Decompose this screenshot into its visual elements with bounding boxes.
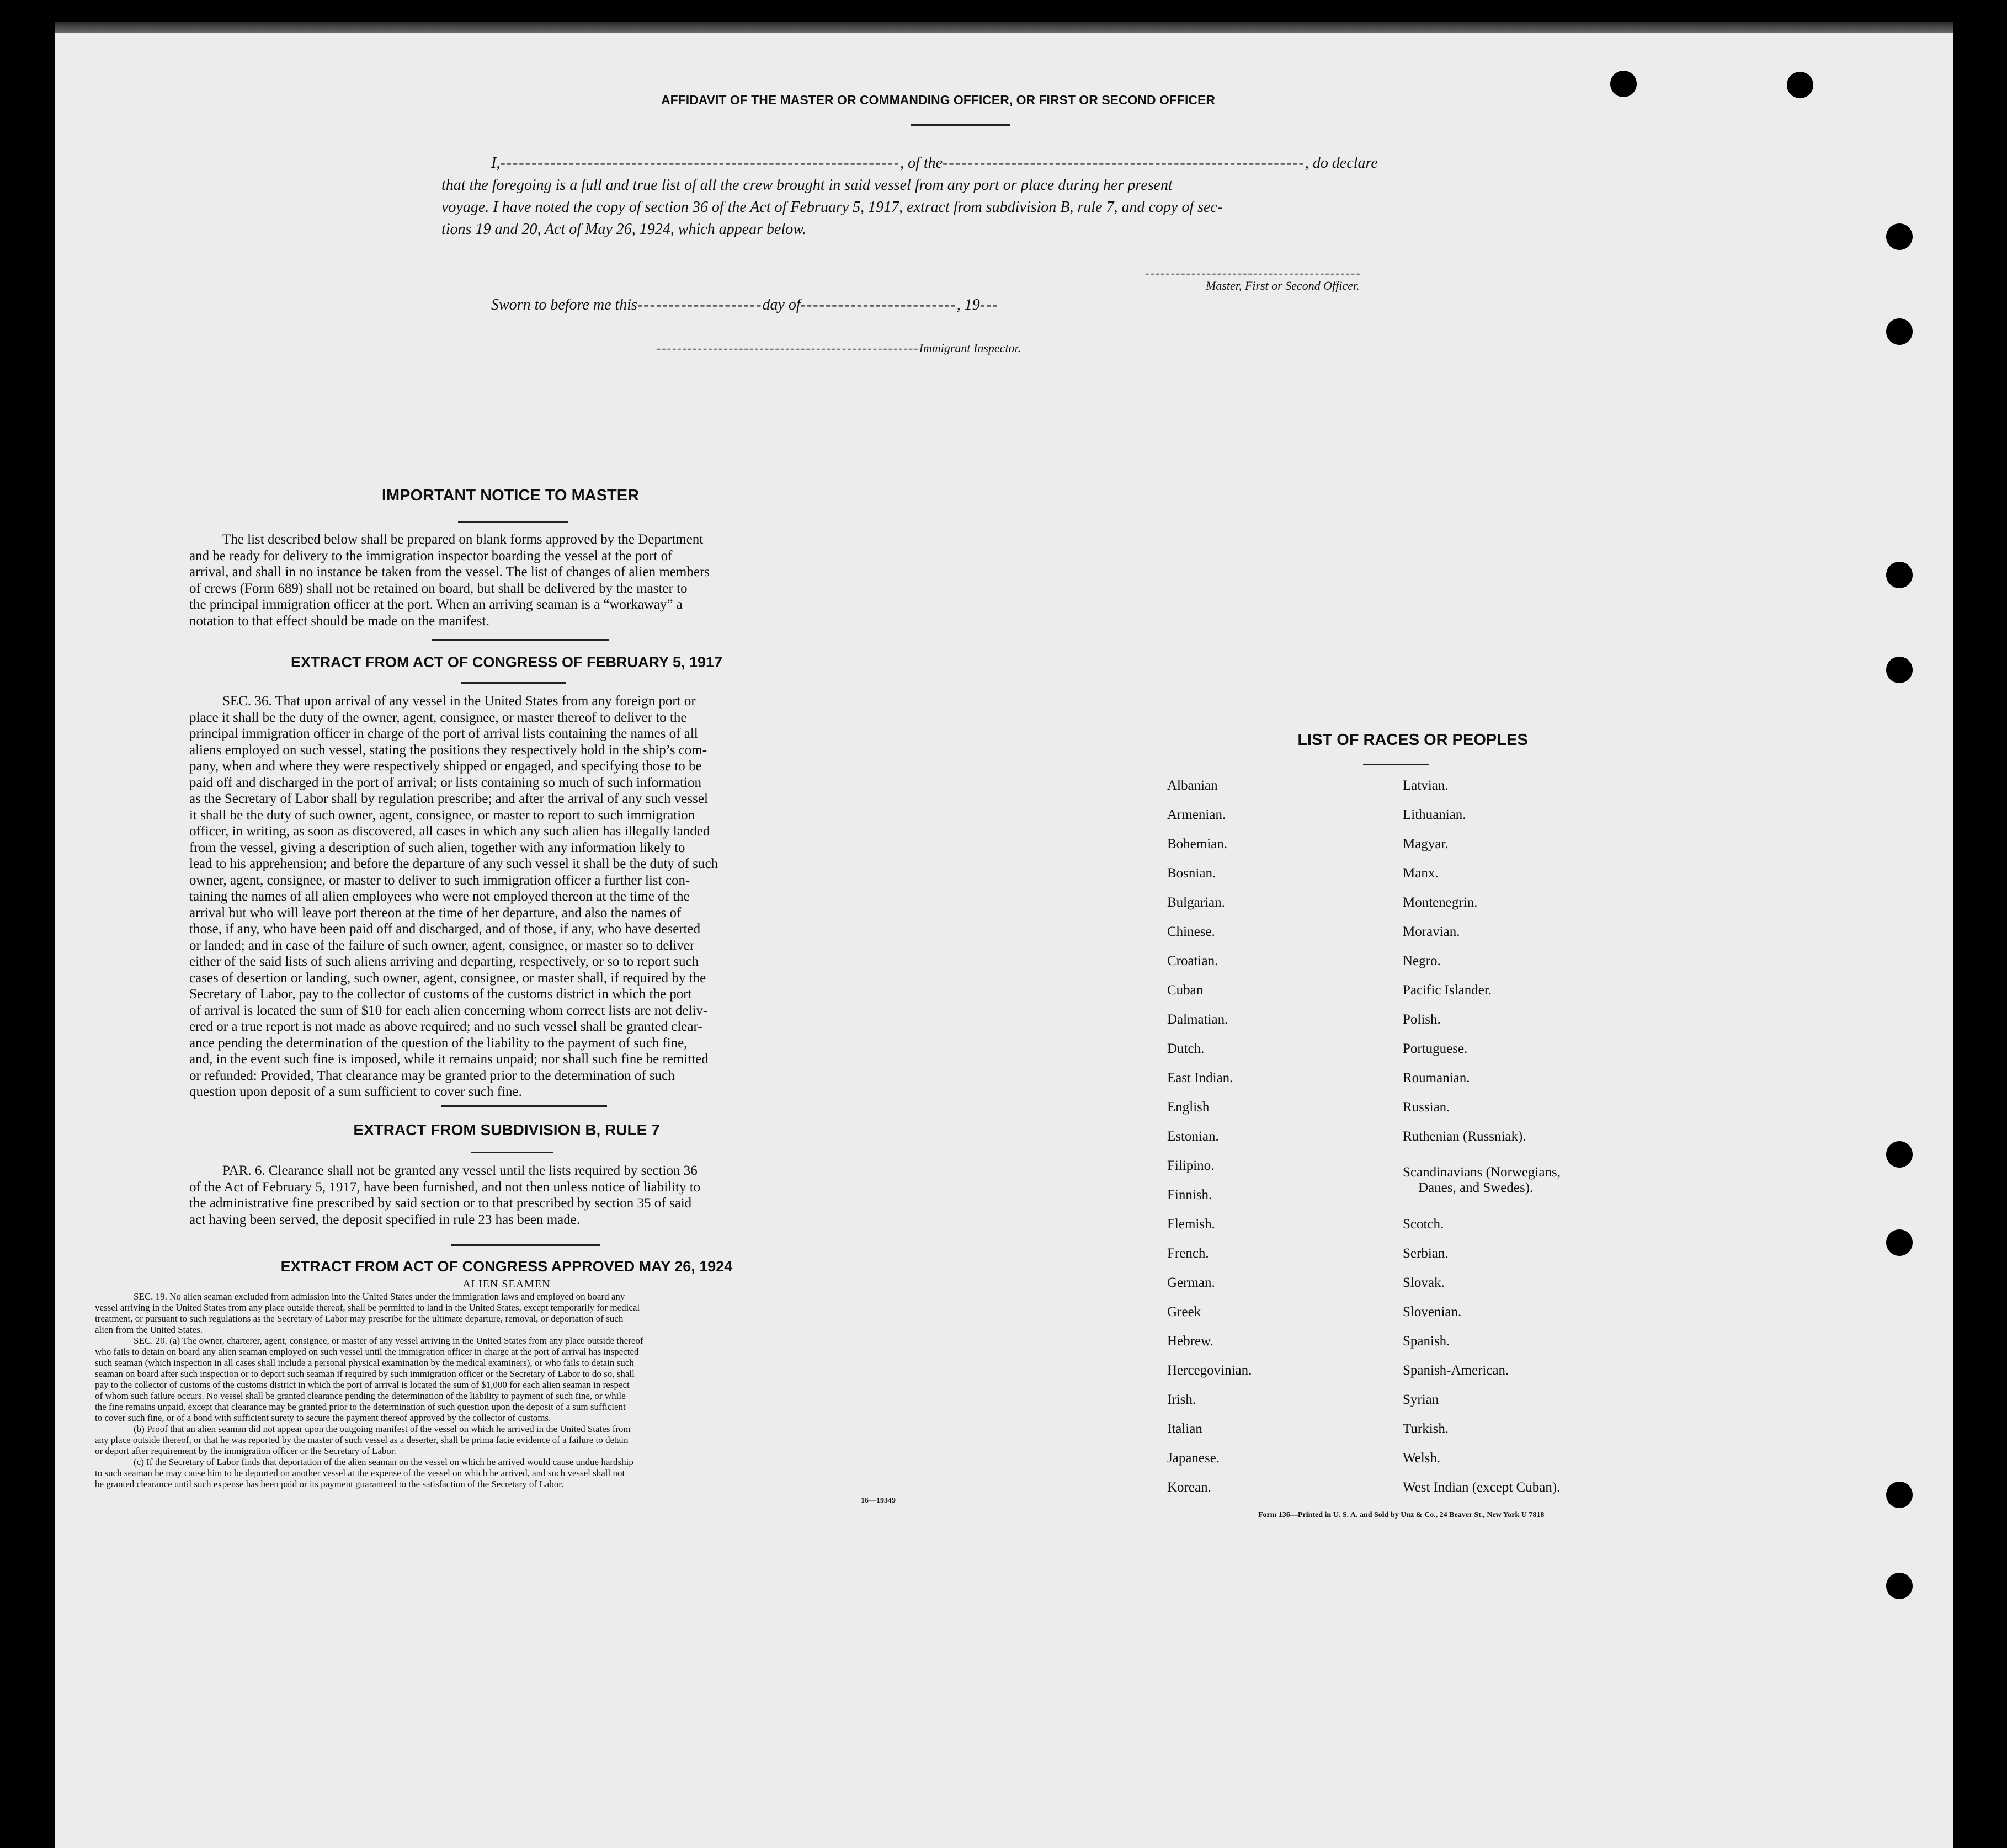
races-rule (1363, 764, 1429, 765)
race-left: Hebrew. (1167, 1334, 1213, 1349)
race-left: English (1167, 1100, 1210, 1115)
extract1917-line: place it shall be the duty of the owner, agent, consignee, or master thereof to deliver to the (189, 710, 687, 725)
extract1924-line: or deport after requirement by the immigration officer or the Secretary of Labor. (95, 1446, 396, 1456)
race-left: Armenian. (1167, 807, 1226, 822)
race-right: Ruthenian (Russniak). (1403, 1129, 1526, 1144)
master-signature-label: Master, First or Second Officer. (1206, 279, 1360, 292)
races-title: LIST OF RACES OR PEOPLES (1297, 731, 1528, 749)
race-right: Montenegrin. (1403, 895, 1478, 910)
punch-hole (1886, 223, 1913, 250)
extract1917-line: taining the names of all alien employees who were not employed thereon at the time of the (189, 889, 690, 904)
race-right: Russian. (1403, 1100, 1450, 1115)
section-divider (451, 1244, 600, 1246)
extract1917-line: SEC. 36. That upon arrival of any vessel in the United States from any foreign port or (222, 694, 696, 709)
rule7-line: of the Act of February 5, 1917, have been furnished, and not then unless notice of liability to (189, 1179, 701, 1195)
race-left: Japanese. (1167, 1451, 1220, 1466)
extract1917-line: either of the said lists of such aliens arriving and departing, respectively, or so to report such (189, 954, 699, 969)
race-right: Roumanian. (1403, 1071, 1470, 1085)
race-left: Bohemian. (1167, 837, 1228, 851)
notice-line: of crews (Form 689) shall not be retained on board, but shall be delivered by the master to (189, 581, 688, 596)
race-left: Albanian (1167, 778, 1218, 793)
extract1917-line: question upon deposit of a sum sufficient to cover such fine. (189, 1084, 522, 1099)
race-left: German. (1167, 1275, 1215, 1290)
notice-body (189, 531, 824, 629)
extract1917-line: aliens employed on such vessel, stating the positions they respectively hold in the ship’s com- (189, 742, 707, 758)
extract1917-line: officer, in writing, as soon as discovered, all cases in which any such alien has illegally landed (189, 824, 710, 839)
punch-hole (1886, 1141, 1913, 1168)
extract1917-line: principal immigration officer in charge of the port of arrival lists containing the names of all (189, 726, 698, 741)
blank-name[interactable]: ---------------------------------------------------------------- (500, 155, 901, 172)
sworn-label: Sworn to before me this (491, 296, 637, 313)
rule7-line: act having been served, the deposit specified in rule 23 has been made. (189, 1212, 581, 1227)
race-left: Italian (1167, 1421, 1202, 1436)
extract1917-line: Secretary of Labor, pay to the collector of customs of the customs district in which the port (189, 987, 692, 1002)
master-signature-line[interactable]: ------------------------------------------ (1145, 266, 1361, 280)
extract1924-line: SEC. 19. No alien seaman excluded from admission into the United States under the immigration laws and employed on board any (134, 1291, 625, 1302)
extract1917-line: and, in the event such fine is imposed, while it remains unpaid; nor shall such fine be remitted (189, 1052, 709, 1067)
extract1924-line: (b) Proof that an alien seaman did not appear upon the outgoing manifest of the vessel on which he arrived in the United States from (134, 1424, 631, 1434)
notice-line: the principal immigration officer at the port. When an arriving seaman is a “workaway” a (189, 597, 683, 612)
race-left: Dalmatian. (1167, 1012, 1228, 1027)
extract1917-line: or landed; and in case of the failure of such owner, agent, consignee, or master so to deliver (189, 938, 695, 953)
affidavit-line3: voyage. I have noted the copy of section 36 of the Act of February 5, 1917, extract from subdivision B, rule 7, and copy of sec- (441, 199, 1223, 216)
race-right: Syrian (1403, 1392, 1439, 1407)
race-right: Slovenian. (1403, 1304, 1462, 1319)
race-right: Portuguese. (1403, 1041, 1468, 1056)
blank-inspector[interactable]: --------------------------------------------------- (657, 341, 919, 355)
notice-rule (458, 521, 568, 523)
race-right: Latvian. (1403, 778, 1449, 793)
blank-month[interactable]: ------------------------- (800, 296, 957, 313)
extract1917-line: ance pending the determination of the question of the liability to the payment of such fine, (189, 1035, 688, 1051)
affidavit-line2: that the foregoing is a full and true list of all the crew brought in said vessel from any port or place during her present (441, 177, 1173, 194)
rule7-title: EXTRACT FROM SUBDIVISION B, RULE 7 (353, 1121, 660, 1138)
race-left: Dutch. (1167, 1041, 1205, 1056)
sworn-line (491, 296, 999, 314)
race-right: Turkish. (1403, 1421, 1449, 1436)
race-left: Croatian. (1167, 954, 1218, 968)
extract1917-line: ered or a true report is not made as above required; and no such vessel shall be granted clear- (189, 1019, 702, 1034)
affidavit-declare: , do declare (1305, 155, 1378, 172)
extract1917-line: arrival but who will leave port thereon at the time of her departure, and also the names of (189, 905, 682, 920)
notice-line: The list described below shall be prepared on blank forms approved by the Department (222, 532, 704, 547)
rule7-rule (471, 1152, 553, 1153)
extract1917-body (189, 693, 824, 1100)
title-rule (911, 124, 1010, 126)
extract1917-line: cases of desertion or landing, such owner, agent, consignee, or master shall, if required by the (189, 970, 706, 986)
section-divider (432, 639, 609, 641)
punch-hole (1886, 1229, 1913, 1256)
extract1917-line: paid off and discharged in the port of arrival; or lists containing so much of such information (189, 775, 702, 790)
race-right: Pacific Islander. (1403, 983, 1492, 998)
extract1917-line: as the Secretary of Labor shall by regulation prescribe; and after the arrival of any such vessel (189, 791, 708, 806)
rule7-body (189, 1163, 824, 1228)
race-right: Scotch. (1403, 1217, 1444, 1232)
race-right: West Indian (except Cuban). (1403, 1480, 1561, 1495)
extract1917-line: lead to his apprehension; and before the departure of any such vessel it shall be the duty of such (189, 856, 718, 871)
race-left: East Indian. (1167, 1071, 1233, 1085)
rule7-line: PAR. 6. Clearance shall not be granted any vessel until the lists required by section 36 (222, 1163, 698, 1178)
affidavit-title: AFFIDAVIT OF THE MASTER OR COMMANDING OFFICER, OR FIRST OR SECOND OFFICER (661, 93, 1215, 107)
extract1924-line: (c) If the Secretary of Labor finds that deportation of the alien seaman on the vessel on which he arrived would cause undue hardship (134, 1457, 633, 1467)
extract1924-title: EXTRACT FROM ACT OF CONGRESS APPROVED MAY 26, 1924 (280, 1258, 733, 1275)
race-left: Korean. (1167, 1480, 1211, 1495)
blank-year[interactable]: --- (979, 296, 999, 313)
extract1917-line: owner, agent, consignee, or master to deliver to such immigration officer a further list con- (189, 872, 690, 888)
race-left: Finnish. (1167, 1187, 1212, 1202)
inspector-label: Immigrant Inspector. (919, 341, 1021, 355)
affidavit-line1 (491, 155, 1378, 172)
punch-hole (1886, 1573, 1913, 1599)
race-right: Lithuanian. (1403, 807, 1466, 822)
extract1924-line: who fails to detain on board any alien seaman employed on such vessel until the immigration officer in charge at the port of arrival has inspected (95, 1346, 639, 1357)
race-left: French. (1167, 1246, 1209, 1261)
race-right: Spanish-American. (1403, 1363, 1509, 1378)
race-right: Moravian. (1403, 924, 1460, 939)
race-right: Welsh. (1403, 1451, 1441, 1466)
extract1924-line: alien from the United States. (95, 1324, 203, 1335)
extract1924-line: SEC. 20. (a) The owner, charterer, agent, consignee, or master of any vessel arriving in the United States from any place outside thereof (134, 1335, 643, 1346)
affidavit-line4: tions 19 and 20, Act of May 26, 1924, which appear below. (441, 221, 806, 238)
extract1917-line: from the vessel, giving a description of such alien, together with any information likely to (189, 840, 685, 855)
extract1917-line: or refunded: Provided, That clearance may be granted prior to the determination of such (189, 1068, 675, 1083)
affidavit-i: I, (491, 155, 501, 172)
punch-hole (1787, 72, 1813, 98)
race-right: Spanish. (1403, 1334, 1450, 1349)
punch-hole (1886, 657, 1913, 683)
extract1924-line: any place outside thereof, or that he was reported by the master of such vessel as a deserter, shall be prima facie evidence of a failure to detain (95, 1435, 629, 1445)
punch-hole (1610, 71, 1637, 97)
notice-line: notation to that effect should be made on the manifest. (189, 613, 489, 629)
notice-title: IMPORTANT NOTICE TO MASTER (381, 487, 640, 504)
extract1917-title: EXTRACT FROM ACT OF CONGRESS OF FEBRUARY 5, 1917 (290, 654, 723, 670)
blank-vessel[interactable]: ---------------------------------------------------------- (943, 155, 1305, 172)
race-right: Scandinavians (Norwegians, (1403, 1165, 1561, 1180)
race-right: Danes, and Swedes). (1418, 1180, 1534, 1195)
race-left: Filipino. (1167, 1158, 1215, 1173)
punch-hole (1886, 562, 1913, 588)
race-left: Greek (1167, 1304, 1201, 1319)
race-left: Bulgarian. (1167, 895, 1225, 910)
race-right: Magyar. (1403, 837, 1449, 851)
form-code: 16—19349 (861, 1496, 896, 1505)
race-left: Hercegovinian. (1167, 1363, 1252, 1378)
extract1924-line: be granted clearance until such expense has been paid or its payment guaranteed to the satisfaction of the Secretary of Labor. (95, 1479, 564, 1489)
extract1917-rule (461, 682, 566, 684)
race-right: Manx. (1403, 866, 1439, 881)
extract1924-line: treatment, or pursuant to such regulations as the Secretary of Labor may prescribe for the ultimate departure, removal, or deportation of such (95, 1313, 624, 1324)
blank-day[interactable]: -------------------- (637, 296, 763, 313)
sworn-year: , 19 (956, 296, 980, 313)
race-right: Negro. (1403, 954, 1441, 968)
extract1924-line: to cover such fine, or of a bond with sufficient surety to secure the payment thereof approved by the collector of customs. (95, 1413, 551, 1423)
extract1924-line: to such seaman he may cause him to be deported on another vessel at the expense of the vessel on which he arrived, and such vessel shall not (95, 1468, 625, 1478)
extract1924-line: the fine remains unpaid, except that clearance may be granted prior to the determination of such question upon the deposit of a sum sufficient (95, 1402, 626, 1412)
notice-line: arrival, and shall in no instance be taken from the vessel. The list of changes of alien members (189, 564, 710, 579)
form-footer: Form 136—Printed in U. S. A. and Sold by Unz & Co., 24 Beaver St., New York U 7818 (1258, 1511, 1545, 1519)
affidavit-of: , of the (900, 155, 943, 172)
race-right: Serbian. (1403, 1246, 1449, 1261)
extract1924-line: seaman on board after such inspection or to deport such seaman if required by such immigration officer or the Secretary of Labor to do so, shall (95, 1368, 635, 1379)
extract1917-line: those, if any, who have been paid off and discharged, and of those, if any, who have deserted (189, 922, 701, 936)
inspector-line (657, 341, 1021, 355)
race-left: Estonian. (1167, 1129, 1219, 1144)
punch-hole (1886, 318, 1913, 345)
extract1917-line: of arrival is located the sum of $10 for each alien concerning whom correct lists are not deliv- (189, 1003, 708, 1018)
race-left: Flemish. (1167, 1217, 1215, 1232)
extract1924-line: vessel arriving in the United States from any place outside thereof, shall be permitted to land in the United States, except temporarily for medical (95, 1302, 640, 1313)
extract1917-line: it shall be the duty of such owner, agent, consignee, or master to report to such immigration (189, 807, 695, 823)
extract1924-line: pay to the collector of customs of the customs district in which the port of arrival is located the sum of $1,000 for each alien seaman in respect (95, 1380, 630, 1390)
race-left: Bosnian. (1167, 866, 1216, 881)
extract1924-subtitle: ALIEN SEAMEN (462, 1278, 551, 1290)
race-left: Cuban (1167, 983, 1204, 998)
rule7-line: the administrative fine prescribed by said section or to that prescribed by section 35 of said (189, 1196, 692, 1211)
race-left: Irish. (1167, 1392, 1196, 1407)
sworn-day-of: day of (762, 296, 801, 313)
extract1924-line: such seaman (which inspection in all cases shall include a personal physical examination by the medical examiners), or who fails to detain such (95, 1357, 634, 1368)
race-left: Chinese. (1167, 924, 1215, 939)
section-divider (441, 1105, 607, 1107)
extract1917-line: pany, when and where they were respectively shipped or engaged, and specifying those to be (189, 759, 702, 774)
extract1924-body (95, 1291, 912, 1490)
notice-line: and be ready for delivery to the immigration inspector boarding the vessel at the port of (189, 548, 673, 563)
punch-hole (1886, 1482, 1913, 1508)
extract1924-line: of whom such failure occurs. No vessel shall be granted clearance pending the determination of the liability to payment of such fine, or while (95, 1391, 626, 1401)
race-right: Polish. (1403, 1012, 1441, 1027)
race-right: Slovak. (1403, 1275, 1445, 1290)
